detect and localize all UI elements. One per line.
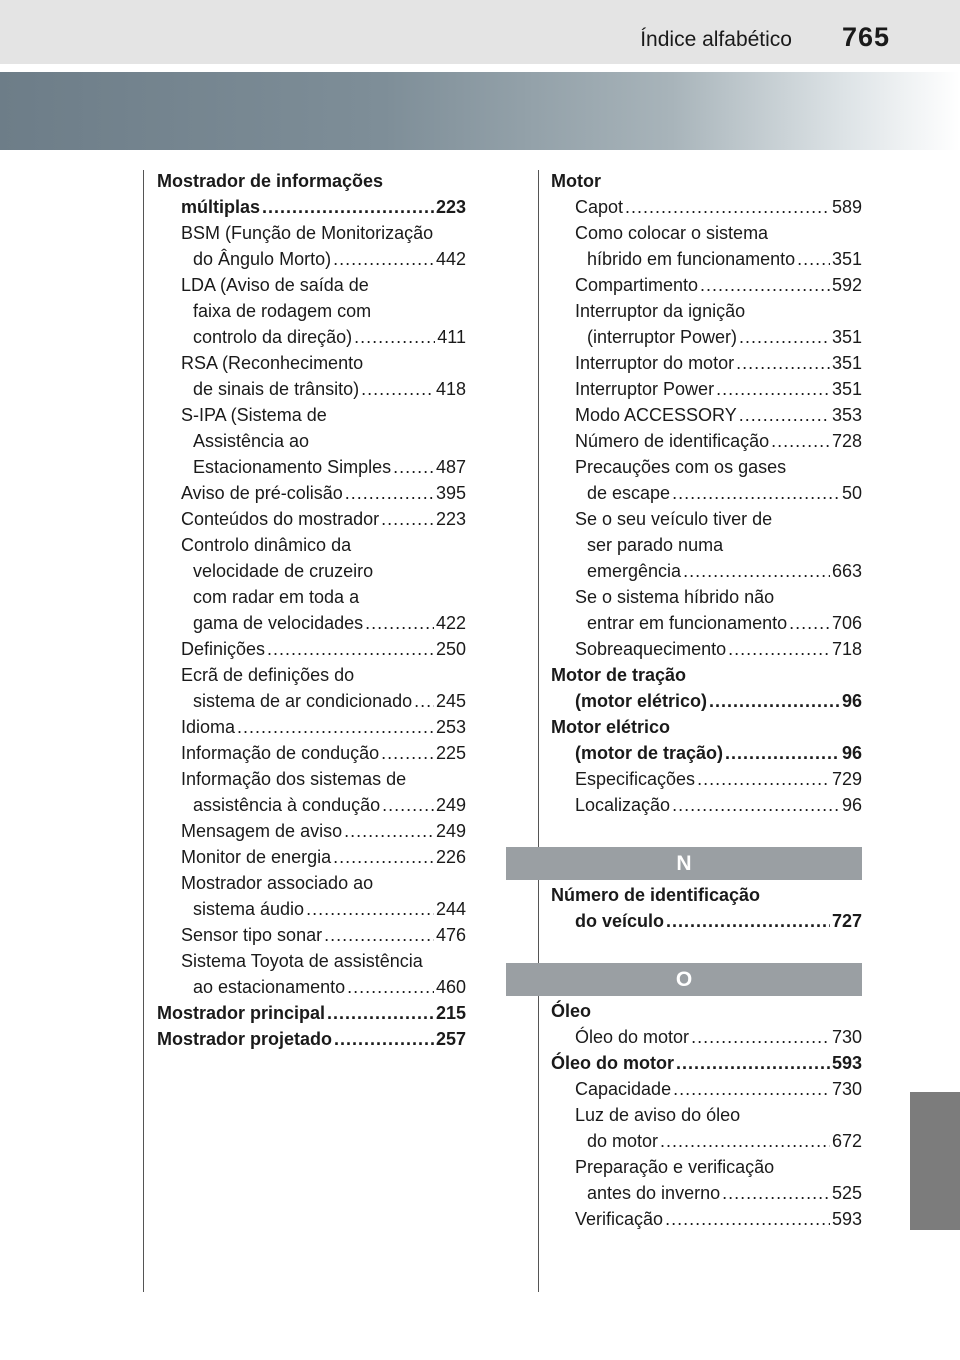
index-entry-text: antes do inverno bbox=[587, 1183, 721, 1203]
index-entry-text: faixa de rodagem com bbox=[193, 301, 372, 321]
index-entry-page[interactable]: 460 bbox=[435, 977, 466, 997]
index-entry-text: ser parado numa bbox=[587, 535, 724, 555]
dot-leader bbox=[306, 896, 434, 922]
index-entry-text: Precauções com os gases bbox=[575, 457, 787, 477]
index-entry bbox=[551, 714, 862, 740]
index-entry bbox=[551, 882, 862, 908]
index-entry-page[interactable]: 729 bbox=[831, 769, 862, 789]
index-entry-text: Mensagem de aviso bbox=[181, 821, 343, 841]
index-entry bbox=[157, 818, 466, 844]
index-entry-text: Número de identificação bbox=[575, 431, 770, 451]
index-entry bbox=[157, 272, 466, 298]
index-entry bbox=[157, 402, 466, 428]
dot-leader bbox=[345, 480, 434, 506]
index-entry-page[interactable]: 96 bbox=[841, 691, 862, 711]
index-entry-page[interactable]: 351 bbox=[831, 379, 862, 399]
index-entry bbox=[157, 558, 466, 584]
index-entry-text: Interruptor do motor bbox=[575, 353, 735, 373]
index-entry-page[interactable]: 593 bbox=[831, 1053, 862, 1073]
index-entry bbox=[551, 1050, 862, 1076]
dot-leader bbox=[725, 740, 840, 766]
index-entry-text: do motor bbox=[587, 1131, 659, 1151]
index-entry-text: Óleo do motor bbox=[551, 1053, 674, 1073]
section-header-n bbox=[506, 847, 862, 880]
index-entry-text: ao estacionamento bbox=[193, 977, 346, 997]
index-entry-text: do Ângulo Morto) bbox=[193, 249, 332, 269]
index-entry-page[interactable]: 353 bbox=[831, 405, 862, 425]
index-entry-text: do veículo bbox=[575, 911, 665, 931]
index-entry-page[interactable]: 257 bbox=[435, 1029, 466, 1049]
index-entry bbox=[551, 246, 862, 272]
index-entry-text: controlo da direção) bbox=[193, 327, 353, 347]
index-entry-text: Definições bbox=[181, 639, 266, 659]
index-entry-text: Óleo bbox=[551, 1001, 592, 1021]
index-entry-page[interactable]: 663 bbox=[831, 561, 862, 581]
index-entry bbox=[157, 1000, 466, 1026]
dot-leader bbox=[709, 688, 840, 714]
index-entry-page[interactable]: 223 bbox=[435, 509, 466, 529]
index-entry-page[interactable]: 718 bbox=[831, 639, 862, 659]
index-entry bbox=[551, 998, 862, 1024]
index-entry-page[interactable]: 442 bbox=[435, 249, 466, 269]
index-entry-page[interactable]: 215 bbox=[435, 1003, 466, 1023]
index-entry-text: Luz de aviso do óleo bbox=[575, 1105, 741, 1125]
dot-leader bbox=[697, 766, 830, 792]
index-entry bbox=[551, 792, 862, 818]
dot-leader bbox=[665, 1206, 830, 1232]
index-entry bbox=[157, 428, 466, 454]
index-entry bbox=[551, 610, 862, 636]
dot-leader bbox=[700, 272, 830, 298]
index-entry bbox=[157, 376, 466, 402]
index-entry bbox=[551, 558, 862, 584]
chapter-thumb-tab bbox=[910, 1092, 960, 1230]
dot-leader bbox=[262, 194, 434, 220]
index-entry-page[interactable]: 476 bbox=[435, 925, 466, 945]
index-entry-text: Controlo dinâmico da bbox=[181, 535, 352, 555]
index-entry bbox=[157, 870, 466, 896]
dot-leader bbox=[672, 480, 840, 506]
index-entry-text: de escape bbox=[587, 483, 671, 503]
dot-leader bbox=[393, 454, 434, 480]
index-entry-page[interactable]: 487 bbox=[435, 457, 466, 477]
index-entry-text: Informação dos sistemas de bbox=[181, 769, 407, 789]
index-entry-text: com radar em toda a bbox=[193, 587, 360, 607]
dot-leader bbox=[676, 1050, 830, 1076]
index-entry bbox=[157, 246, 466, 272]
dot-leader bbox=[673, 1076, 830, 1102]
dot-leader bbox=[789, 610, 830, 636]
index-entry-text: Mostrador associado ao bbox=[181, 873, 374, 893]
index-entry bbox=[551, 1102, 862, 1128]
index-entry-text: Especificações bbox=[575, 769, 696, 789]
index-entry-text: Interruptor Power bbox=[575, 379, 715, 399]
index-entry bbox=[157, 506, 466, 532]
index-entry-page[interactable]: 418 bbox=[435, 379, 466, 399]
dot-leader bbox=[414, 688, 434, 714]
index-entry bbox=[551, 740, 862, 766]
index-entry bbox=[551, 1206, 862, 1232]
index-entry bbox=[157, 896, 466, 922]
index-entry-text: Localização bbox=[575, 795, 671, 815]
index-entry bbox=[157, 688, 466, 714]
dot-leader bbox=[334, 1026, 434, 1052]
index-entry bbox=[551, 428, 862, 454]
dot-leader bbox=[739, 402, 830, 428]
index-entry bbox=[157, 714, 466, 740]
index-entry-text: (motor elétrico) bbox=[575, 691, 708, 711]
dot-leader bbox=[333, 844, 434, 870]
index-entry bbox=[157, 194, 466, 220]
index-entry-text: Motor elétrico bbox=[551, 717, 671, 737]
index-entry-text: (interruptor Power) bbox=[587, 327, 738, 347]
section-header-o bbox=[506, 963, 862, 996]
index-entry bbox=[551, 220, 862, 246]
index-entry-text: Mostrador principal bbox=[157, 1003, 326, 1023]
index-entry bbox=[551, 272, 862, 298]
index-entry-text: Número de identificação bbox=[551, 885, 761, 905]
index-entry bbox=[551, 376, 862, 402]
index-entry bbox=[551, 766, 862, 792]
index-entry-page[interactable]: 589 bbox=[831, 197, 862, 217]
index-entry-page[interactable]: 225 bbox=[435, 743, 466, 763]
index-entry bbox=[157, 844, 466, 870]
index-entry-page[interactable]: 223 bbox=[435, 197, 466, 217]
index-entry-text: de sinais de trânsito) bbox=[193, 379, 360, 399]
index-entry bbox=[157, 584, 466, 610]
dot-leader bbox=[691, 1024, 830, 1050]
index-entry bbox=[157, 532, 466, 558]
index-entry bbox=[551, 1128, 862, 1154]
index-entry bbox=[157, 792, 466, 818]
index-entry-text: emergência bbox=[587, 561, 682, 581]
index-entry bbox=[157, 662, 466, 688]
index-entry-text: Assistência ao bbox=[193, 431, 310, 451]
index-entry-text: Modo ACCESSORY bbox=[575, 405, 737, 425]
index-entry-page[interactable]: 706 bbox=[831, 613, 862, 633]
index-entry-text: Aviso de pré-colisão bbox=[181, 483, 343, 503]
index-column-right-o bbox=[551, 998, 862, 1232]
index-entry bbox=[551, 324, 862, 350]
dot-leader bbox=[365, 610, 434, 636]
dot-leader bbox=[237, 714, 434, 740]
index-entry-text: Monitor de energia bbox=[181, 847, 332, 867]
index-entry bbox=[157, 636, 466, 662]
index-entry-text: Se o seu veículo tiver de bbox=[575, 509, 773, 529]
index-entry bbox=[551, 168, 862, 194]
index-entry bbox=[157, 454, 466, 480]
index-entry-text: Motor bbox=[551, 171, 601, 191]
dot-leader bbox=[625, 194, 830, 220]
index-entry bbox=[157, 324, 466, 350]
index-column-left bbox=[157, 168, 466, 1052]
index-column-right-n bbox=[551, 882, 862, 934]
index-entry-page[interactable]: 422 bbox=[435, 613, 466, 633]
dot-leader bbox=[716, 376, 830, 402]
index-entry-page[interactable]: 351 bbox=[831, 327, 862, 347]
index-entry-text: híbrido em funcionamento bbox=[587, 249, 796, 269]
dot-leader bbox=[660, 1128, 830, 1154]
index-entry-page[interactable]: 250 bbox=[435, 639, 466, 659]
index-entry-page[interactable]: 411 bbox=[437, 327, 466, 347]
dot-leader bbox=[722, 1180, 830, 1206]
index-entry bbox=[157, 974, 466, 1000]
index-entry-page[interactable]: 96 bbox=[841, 795, 862, 815]
dot-leader bbox=[666, 908, 830, 934]
index-entry-page[interactable]: 245 bbox=[435, 691, 466, 711]
index-entry-text: Ecrã de definições do bbox=[181, 665, 355, 685]
index-entry bbox=[551, 662, 862, 688]
index-entry-text: S-IPA (Sistema de bbox=[181, 405, 327, 425]
index-entry bbox=[157, 350, 466, 376]
index-entry bbox=[551, 506, 862, 532]
index-entry-text: Preparação e verificação bbox=[575, 1157, 775, 1177]
index-entry bbox=[551, 402, 862, 428]
dot-leader bbox=[354, 324, 435, 350]
index-entry-text: gama de velocidades bbox=[193, 613, 364, 633]
index-entry-page[interactable]: 727 bbox=[831, 911, 862, 931]
index-entry-text: sistema de ar condicionado bbox=[193, 691, 413, 711]
index-entry bbox=[157, 220, 466, 246]
index-entry-text: entrar em funcionamento bbox=[587, 613, 788, 633]
dot-leader bbox=[672, 792, 840, 818]
index-entry bbox=[157, 298, 466, 324]
index-entry-text: assistência à condução bbox=[193, 795, 381, 815]
index-entry-text: Motor de tração bbox=[551, 665, 687, 685]
index-entry-text: (motor de tração) bbox=[575, 743, 724, 763]
index-entry bbox=[157, 922, 466, 948]
dot-leader bbox=[361, 376, 434, 402]
index-entry-page[interactable]: 728 bbox=[831, 431, 862, 451]
index-entry-text: Conteúdos do mostrador bbox=[181, 509, 380, 529]
header-bar bbox=[0, 0, 960, 64]
section-letter-o: O bbox=[675, 968, 693, 991]
index-entry-text: Verificação bbox=[575, 1209, 664, 1229]
dot-leader bbox=[381, 506, 434, 532]
index-entry-text: Óleo do motor bbox=[575, 1027, 690, 1047]
index-entry bbox=[551, 454, 862, 480]
index-entry-text: Estacionamento Simples bbox=[193, 457, 392, 477]
index-entry bbox=[551, 194, 862, 220]
index-entry-page[interactable]: 50 bbox=[841, 483, 862, 503]
index-column-right-m bbox=[551, 168, 862, 818]
dot-leader bbox=[728, 636, 830, 662]
index-entry bbox=[551, 908, 862, 934]
index-entry-text: Como colocar o sistema bbox=[575, 223, 769, 243]
index-entry-page[interactable]: 96 bbox=[841, 743, 862, 763]
dot-leader bbox=[382, 792, 434, 818]
section-title: Índice alfabético bbox=[640, 28, 792, 51]
index-entry bbox=[157, 766, 466, 792]
index-entry bbox=[157, 168, 466, 194]
index-entry-text: Sobreaquecimento bbox=[575, 639, 727, 659]
index-entry-text: BSM (Função de Monitorização bbox=[181, 223, 434, 243]
index-entry bbox=[551, 1024, 862, 1050]
index-entry-page[interactable]: 525 bbox=[831, 1183, 862, 1203]
dot-leader bbox=[381, 740, 434, 766]
index-entry-text: Informação de condução bbox=[181, 743, 380, 763]
index-entry-page[interactable]: 730 bbox=[831, 1079, 862, 1099]
index-entry bbox=[551, 636, 862, 662]
index-entry-text: sistema áudio bbox=[193, 899, 305, 919]
index-entry bbox=[157, 948, 466, 974]
dot-leader bbox=[327, 1000, 434, 1026]
index-entry bbox=[157, 610, 466, 636]
index-entry-page[interactable]: 249 bbox=[435, 821, 466, 841]
index-entry-page[interactable]: 592 bbox=[831, 275, 862, 295]
dot-leader bbox=[344, 818, 434, 844]
index-entry-page[interactable]: 244 bbox=[435, 899, 466, 919]
index-entry-text: Compartimento bbox=[575, 275, 699, 295]
dot-leader bbox=[771, 428, 830, 454]
dot-leader bbox=[347, 974, 434, 1000]
index-entry bbox=[551, 1154, 862, 1180]
header-banner bbox=[0, 72, 960, 150]
dot-leader bbox=[739, 324, 830, 350]
index-entry-page[interactable]: 226 bbox=[435, 847, 466, 867]
index-entry-page[interactable]: 593 bbox=[831, 1209, 862, 1229]
dot-leader bbox=[324, 922, 434, 948]
index-entry-page[interactable]: 395 bbox=[435, 483, 466, 503]
index-entry-page[interactable]: 351 bbox=[831, 353, 862, 373]
index-entry-text: velocidade de cruzeiro bbox=[193, 561, 374, 581]
dot-leader bbox=[333, 246, 434, 272]
index-entry bbox=[551, 350, 862, 376]
dot-leader bbox=[683, 558, 830, 584]
index-entry-text: Interruptor da ignição bbox=[575, 301, 746, 321]
index-entry bbox=[157, 740, 466, 766]
index-entry bbox=[157, 480, 466, 506]
index-entry-page[interactable]: 672 bbox=[831, 1131, 862, 1151]
index-entry-text: Capacidade bbox=[575, 1079, 672, 1099]
index-entry bbox=[551, 688, 862, 714]
dot-leader bbox=[736, 350, 830, 376]
index-entry-text: Capot bbox=[575, 197, 624, 217]
index-entry bbox=[551, 584, 862, 610]
dot-leader bbox=[797, 246, 830, 272]
index-entry-text: Mostrador de informações bbox=[157, 171, 384, 191]
section-letter-n: N bbox=[676, 852, 692, 875]
index-entry-text: RSA (Reconhecimento bbox=[181, 353, 364, 373]
index-entry-text: Mostrador projetado bbox=[157, 1029, 333, 1049]
right-column-rule bbox=[538, 170, 539, 1292]
index-entry-text: LDA (Aviso de saída de bbox=[181, 275, 369, 295]
index-entry bbox=[551, 1180, 862, 1206]
index-entry-text: Idioma bbox=[181, 717, 236, 737]
index-entry-page[interactable]: 249 bbox=[435, 795, 466, 815]
left-column-rule bbox=[143, 170, 144, 1292]
index-entry-text: Sistema Toyota de assistência bbox=[181, 951, 423, 971]
index-entry-text: Se o sistema híbrido não bbox=[575, 587, 775, 607]
index-entry bbox=[551, 1076, 862, 1102]
index-entry bbox=[551, 532, 862, 558]
index-entry-text: múltiplas bbox=[181, 197, 261, 217]
index-entry bbox=[157, 1026, 466, 1052]
index-entry bbox=[551, 480, 862, 506]
index-entry-page[interactable]: 253 bbox=[435, 717, 466, 737]
index-entry-page[interactable]: 730 bbox=[831, 1027, 862, 1047]
page-number: 765 bbox=[841, 22, 890, 52]
dot-leader bbox=[267, 636, 434, 662]
index-entry-page[interactable]: 351 bbox=[831, 249, 862, 269]
index-entry-text: Sensor tipo sonar bbox=[181, 925, 323, 945]
index-entry bbox=[551, 298, 862, 324]
